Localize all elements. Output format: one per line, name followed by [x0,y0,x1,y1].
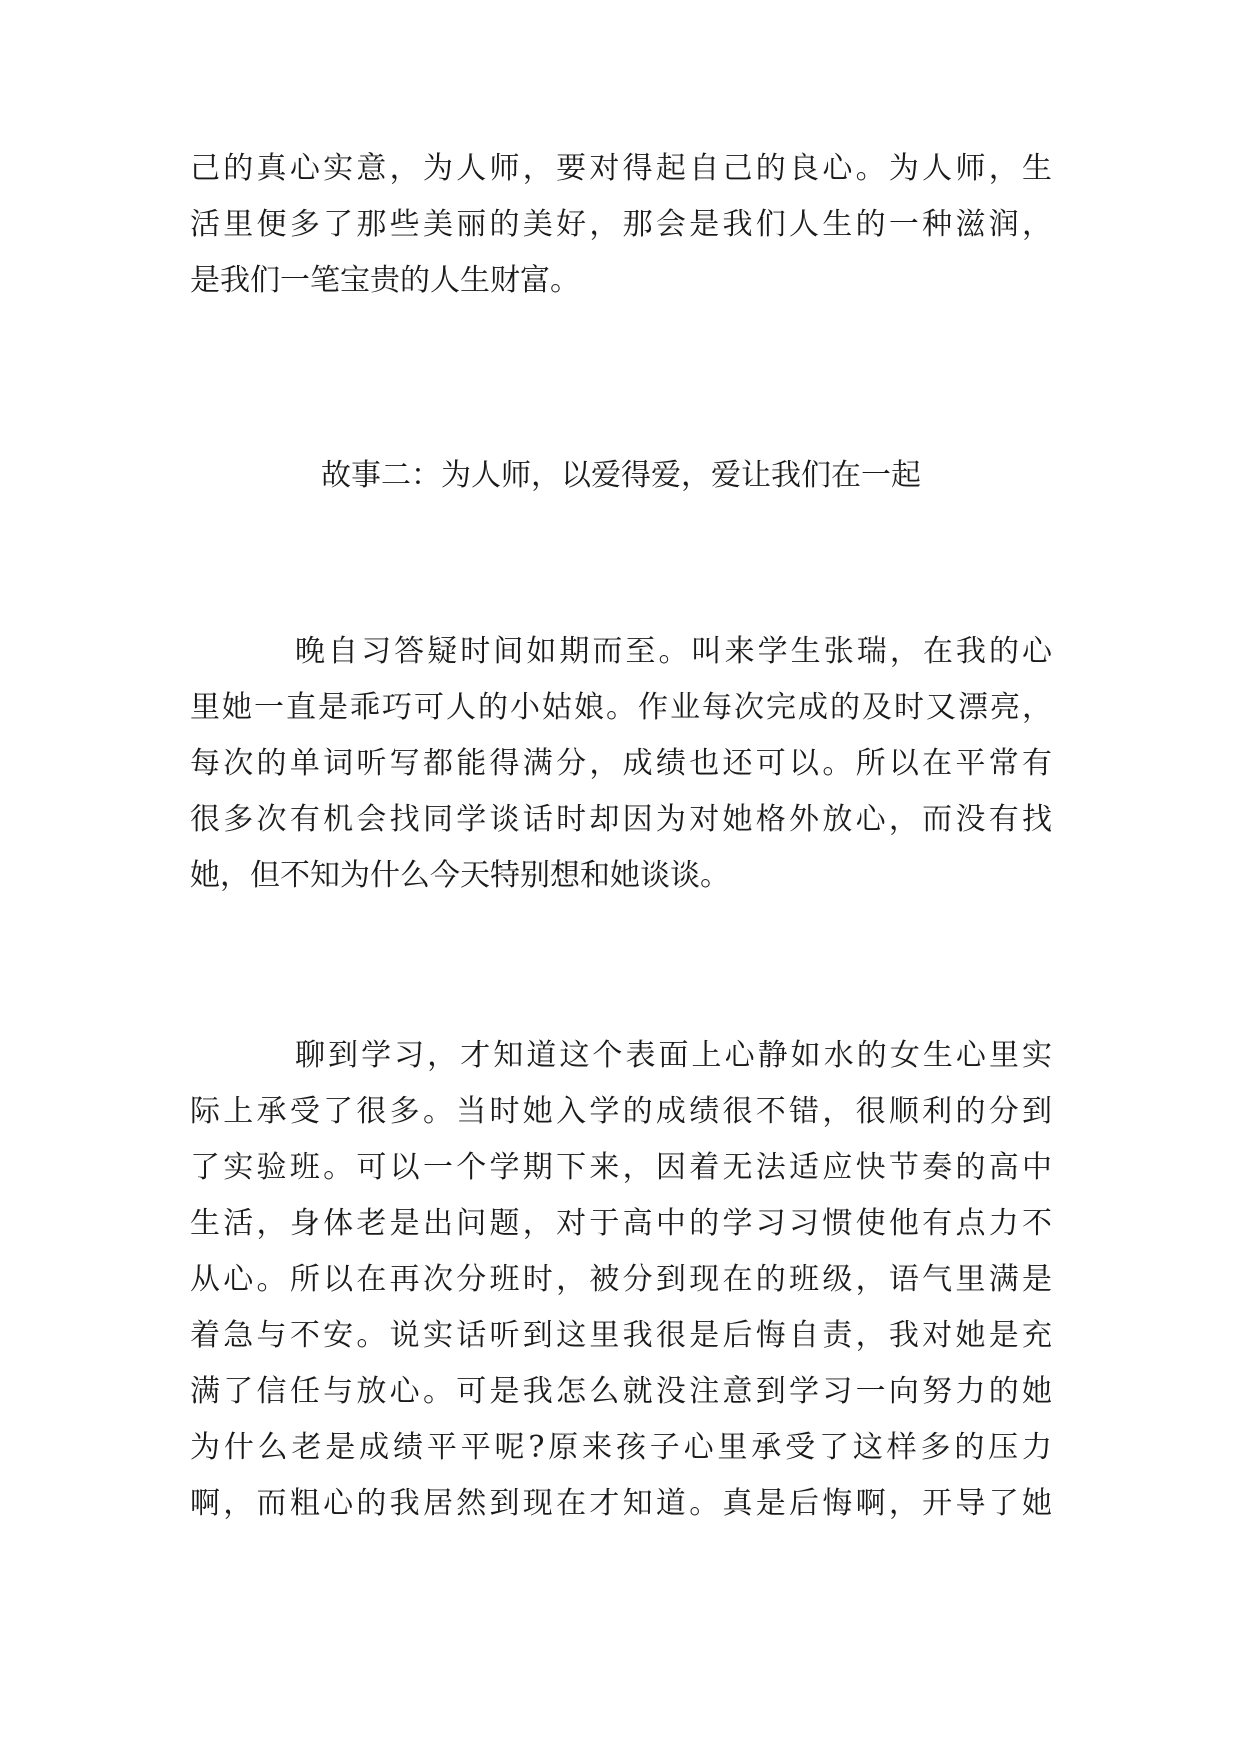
section-heading: 故事二：为人师，以爱得爱，爱让我们在一起 [321,458,921,493]
paragraph-3-line-7: 满了信任与放心。可是我怎么就没注意到学习一向努力的她 [190,1374,1052,1409]
paragraph-2-line-5: 她，但不知为什么今天特别想和她谈谈。 [190,858,730,893]
paragraph-3-line-9: 啊，而粗心的我居然到现在才知道。真是后悔啊，开导了她 [190,1486,1052,1521]
paragraph-2-line-4: 很多次有机会找同学谈话时却因为对她格外放心，而没有找 [190,802,1052,837]
paragraph-2-line-3: 每次的单词听写都能得满分，成绩也还可以。所以在平常有 [190,746,1052,781]
paragraph-1-line-1: 己的真心实意，为人师，要对得起自己的良心。为人师，生 [190,151,1052,186]
paragraph-3-line-1: 聊到学习，才知道这个表面上心静如水的女生心里实 [295,1038,1052,1073]
paragraph-1-line-2: 活里便多了那些美丽的美好，那会是我们人生的一种滋润， [190,207,1052,242]
paragraph-1-line-3: 是我们一笔宝贵的人生财富。 [190,263,580,298]
paragraph-2-line-1: 晚自习答疑时间如期而至。叫来学生张瑞，在我的心 [295,634,1052,669]
paragraph-3-line-5: 从心。所以在再次分班时，被分到现在的班级，语气里满是 [190,1262,1052,1297]
paragraph-3-line-4: 生活，身体老是出问题，对于高中的学习习惯使他有点力不 [190,1206,1052,1241]
paragraph-3-line-2: 际上承受了很多。当时她入学的成绩很不错，很顺利的分到 [190,1094,1052,1129]
paragraph-3-line-3: 了实验班。可以一个学期下来，因着无法适应快节奏的高中 [190,1150,1052,1185]
paragraph-3-line-6: 着急与不安。说实话听到这里我很是后悔自责，我对她是充 [190,1318,1052,1353]
paragraph-3-line-8: 为什么老是成绩平平呢?原来孩子心里承受了这样多的压力 [190,1430,1052,1465]
paragraph-2-line-2: 里她一直是乖巧可人的小姑娘。作业每次完成的及时又漂亮， [190,690,1052,725]
